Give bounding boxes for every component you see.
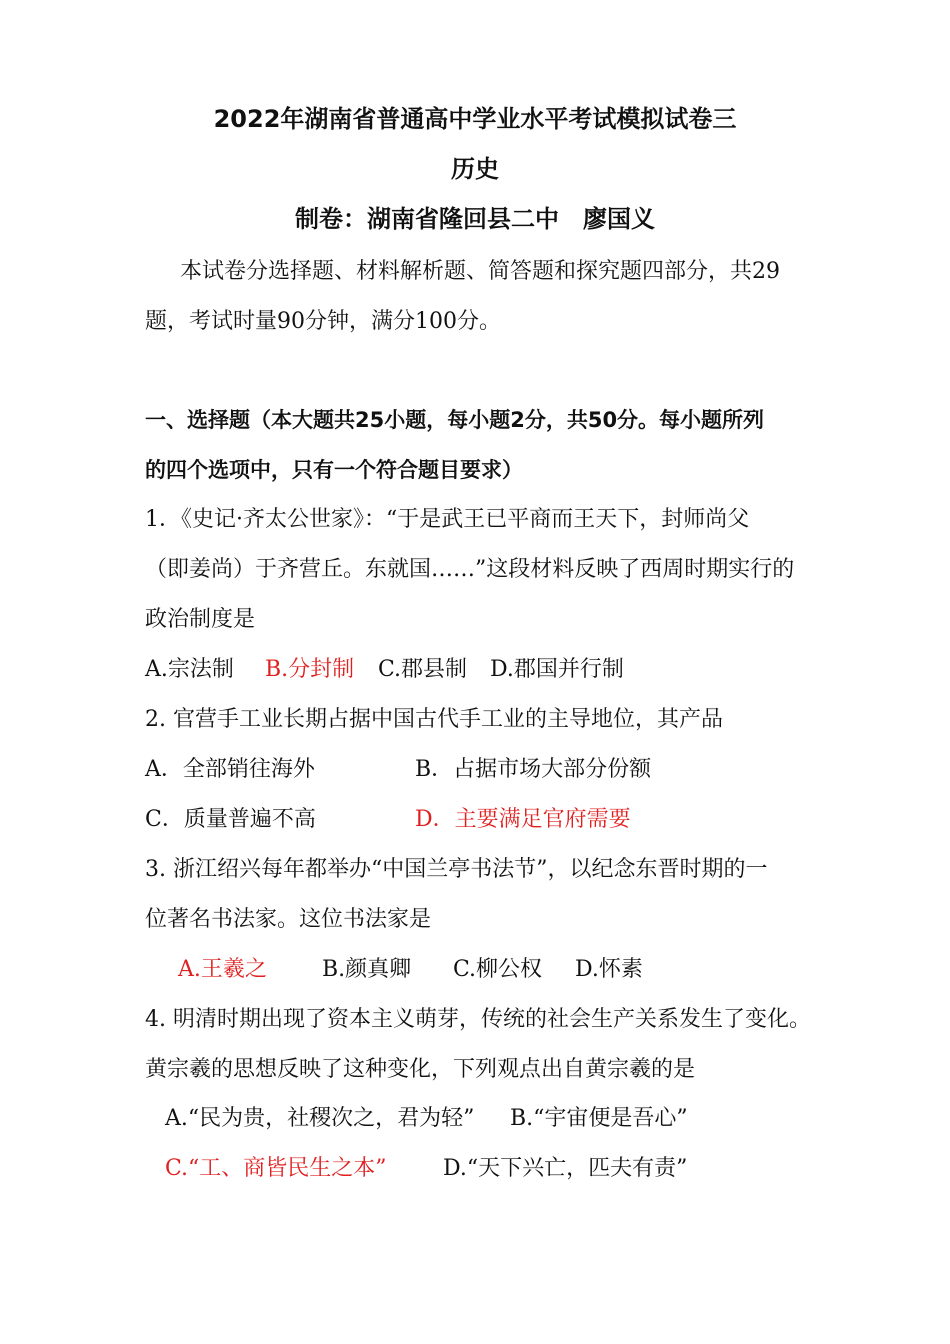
question-3-option-b: B.颜真卿 [322,957,412,982]
question-1-line-2: （即姜尚）于齐营丘。东就国……”这段材料反映了西周时期实行的 [145,557,795,582]
question-1-line-1: 1．《史记·齐太公世家》：“于是武王已平商而王天下，封师尚父 [145,507,750,532]
section-heading-line-1: 一、选择题（本大题共25小题，每小题2分，共50分。每小题所列 [145,408,765,432]
author-line: 制卷：湖南省隆回县二中 廖国义 [295,205,655,233]
question-1-option-c: C.郡县制 [378,657,468,682]
question-2-option-d-answer: D．主要满足官府需要 [415,807,631,832]
question-1-option-a: A.宗法制 [145,657,234,682]
question-3-option-d: D.怀素 [575,957,643,982]
question-3-line-2: 位著名书法家。这位书法家是 [145,907,432,932]
exam-title: 2022年湖南省普通高中学业水平考试模拟试卷三 [213,105,737,133]
question-2-option-c: C．质量普遍不高 [145,807,316,832]
question-1-option-d: D.郡国并行制 [490,657,624,682]
question-4-option-c-answer: C.“工、商皆民生之本” [165,1156,387,1181]
subject-title: 历史 [451,155,499,183]
question-4-line-1: 4. 明清时期出现了资本主义萌芽，传统的社会生产关系发生了变化。 [145,1007,811,1032]
intro-line-1: 本试卷分选择题、材料解析题、简答题和探究题四部分，共29 [180,259,780,284]
question-1-option-b-answer: B.分封制 [265,657,355,682]
question-3-line-1: 3. 浙江绍兴每年都举办“中国兰亭书法节”，以纪念东晋时期的一 [145,857,768,882]
section-heading-line-2: 的四个选项中，只有一个符合题目要求） [145,458,523,482]
question-3-option-a-answer: A.王羲之 [178,957,267,982]
question-2-option-b: B．占据市场大部分份额 [415,757,652,782]
question-2-option-a: A．全部销往海外 [145,757,315,782]
question-3-option-c: C.柳公权 [453,957,543,982]
intro-line-2: 题，考试时量90分钟，满分100分。 [145,309,501,334]
question-4-option-d: D.“天下兴亡，匹夫有责” [443,1156,688,1181]
question-1-line-3: 政治制度是 [145,607,256,632]
question-4-line-2: 黄宗羲的思想反映了这种变化，下列观点出自黄宗羲的是 [145,1057,696,1082]
question-4-option-a: A.“民为贵，社稷次之，君为轻” [165,1106,475,1131]
question-2-line-1: 2. 官营手工业长期占据中国古代手工业的主导地位，其产品 [145,707,723,732]
question-4-option-b: B.“宇宙便是吾心” [510,1106,688,1131]
